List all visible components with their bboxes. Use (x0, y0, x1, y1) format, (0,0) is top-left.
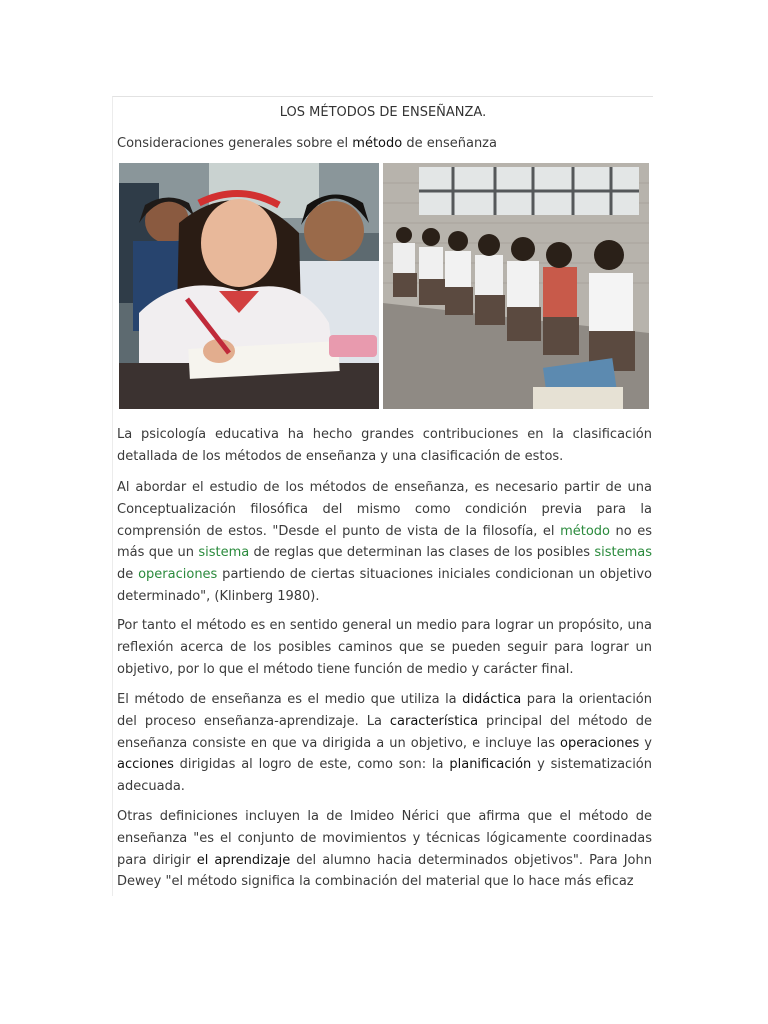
keyword-el-aprendizaje: el aprendizaje (196, 852, 291, 868)
photo-strip (119, 163, 649, 409)
paragraph-4-text: para la orientación del proceso enseñanza-aprendizaje. La (117, 692, 652, 729)
paragraph-4-text: El método de enseñanza es el medio que utiliza la (117, 692, 463, 707)
paragraph-2-text: Al abordar el estudio de los métodos de enseñanza, es necesario partir de una Conceptualización filosófica del mismo como condición previa para la comprensión de estos. "Desde el punto de vista de la filosofía, el (117, 480, 652, 539)
paragraph-2-text: de reglas que determinan las clases de los posibles (249, 545, 595, 561)
keyword-operaciones: operaciones (560, 735, 640, 751)
paragraph-2 (117, 477, 652, 608)
paragraph-4 (117, 689, 652, 798)
document-title: LOS MÉTODOS DE ENSEÑANZA. (279, 105, 487, 120)
paragraph-5-text: Otras definiciones incluyen la de Imideo Nérici que afirma que el método de enseñanza "es el conjunto de movimientos y técnicas lógicamente coordinadas para dirigir (117, 809, 652, 868)
keyword-didactica: didáctica (462, 692, 522, 707)
paragraph-4-text: y (639, 735, 652, 751)
paragraph-5 (117, 806, 652, 893)
keyword-sistema-link[interactable]: sistema (198, 545, 250, 561)
heading-text-end: de enseñanza (402, 136, 497, 151)
students-writing-photo (119, 163, 379, 409)
paragraph-4-text: principal del método de enseñanza consiste en que va dirigida a un objetivo, e incluye las (117, 713, 652, 751)
keyword-metodo-link[interactable]: método (560, 523, 610, 539)
paragraph-2-text: no es más que un (117, 523, 652, 561)
paragraph-1: La psicología educativa ha hecho grandes contribuciones en la clasificación detallada de los métodos de enseñanza y una clasificación de estos. (117, 427, 652, 464)
paragraph-2-text: partiendo de ciertas situaciones iniciales condicionan un objetivo determinado", (Klinberg 1980). (117, 567, 652, 604)
keyword-operaciones-link[interactable]: operaciones (138, 567, 218, 583)
keyword-caracteristica: característica (389, 713, 479, 729)
paragraph-5-text: del alumno hacia determinados objetivos". Para John Dewey "el método significa la combinación del material que lo hace más eficaz (117, 852, 652, 890)
paragraph-4-text: y sistematización adecuada. (117, 757, 652, 795)
paragraph-2-text: de (117, 567, 139, 583)
paragraph-3: Por tanto el método es en sentido general un medio para lograr un propósito, una reflexión acerca de los posibles caminos que se pueden seguir para lograr un objetivo, por lo que el método tiene función de medio y carácter final. (117, 618, 652, 677)
keyword-planificacion: planificación (449, 757, 532, 773)
classroom-photo (383, 163, 649, 409)
section-heading (117, 136, 497, 151)
heading-keyword: método (352, 136, 403, 151)
keyword-acciones: acciones (117, 757, 174, 773)
keyword-sistemas-link[interactable]: sistemas (594, 545, 652, 561)
paragraph-4-text: dirigidas al logro de este, como son: la (173, 757, 450, 773)
document-page (112, 96, 653, 896)
heading-text-start: Consideraciones generales sobre el (117, 136, 353, 151)
